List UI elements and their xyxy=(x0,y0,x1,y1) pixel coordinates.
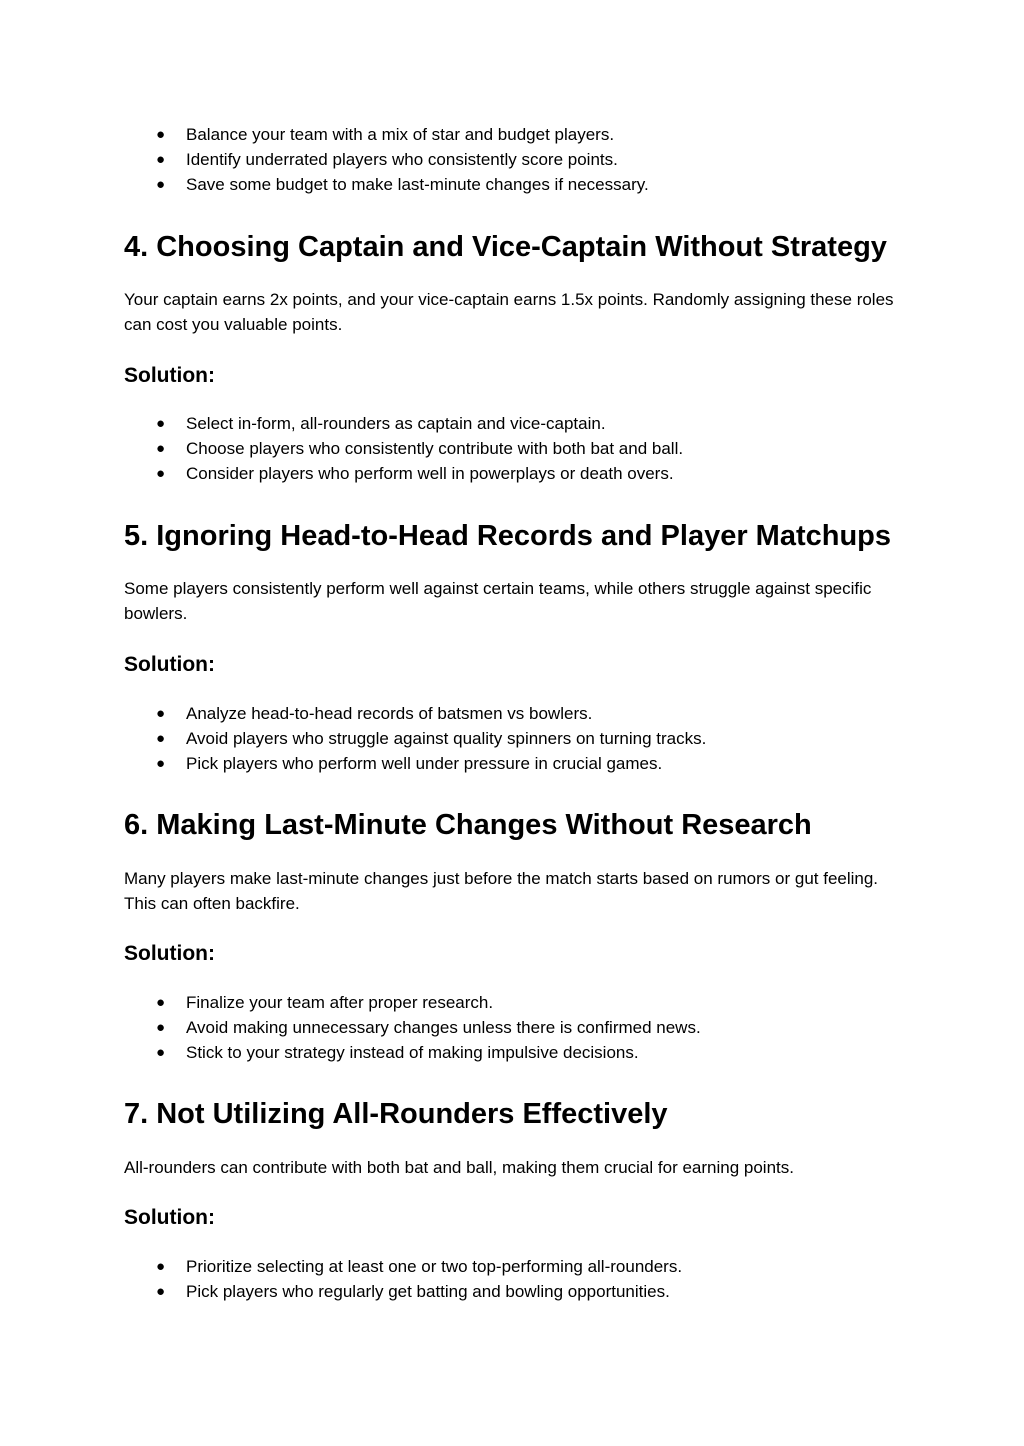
list-item: ● Pick players who regularly get batting and bowling opportunities. xyxy=(124,1279,682,1304)
solution-heading: Solution: xyxy=(124,653,215,676)
list-item: ● Avoid making unnecessary changes unless there is confirmed news. xyxy=(124,1015,701,1040)
list-item: ● Prioritize selecting at least one or two top-performing all-rounders. xyxy=(124,1254,682,1279)
list-item: ● Consider players who perform well in powerplays or death overs. xyxy=(124,461,683,486)
bullet-icon: ● xyxy=(156,994,166,1011)
list-item: ● Finalize your team after proper research. xyxy=(124,990,701,1015)
bullet-icon: ● xyxy=(156,415,166,432)
intro-bullet-list xyxy=(124,122,649,197)
bullet-icon: ● xyxy=(156,1019,166,1036)
section-paragraph: Some players consistently perform well against certain teams, while others struggle against specific bowlers. xyxy=(124,579,872,623)
list-item: ● Pick players who perform well under pressure in crucial games. xyxy=(124,751,706,776)
solution-bullet-list xyxy=(124,411,683,486)
list-item: ● Stick to your strategy instead of making impulsive decisions. xyxy=(124,1040,701,1065)
section-heading: 4. Choosing Captain and Vice-Captain Without Strategy xyxy=(124,231,887,263)
list-item: ● Balance your team with a mix of star and budget players. xyxy=(124,122,649,147)
list-item: ● Analyze head-to-head records of batsmen vs bowlers. xyxy=(124,701,706,726)
bullet-icon: ● xyxy=(156,126,166,143)
bullet-icon: ● xyxy=(156,730,166,747)
bullet-icon: ● xyxy=(156,176,166,193)
section-heading: 5. Ignoring Head-to-Head Records and Player Matchups xyxy=(124,520,892,552)
list-item: ● Choose players who consistently contribute with both bat and ball. xyxy=(124,436,683,461)
solution-bullet-list xyxy=(124,990,701,1065)
section-paragraph: All-rounders can contribute with both bat and ball, making them crucial for earning points. xyxy=(124,1158,794,1177)
bullet-icon: ● xyxy=(156,465,166,482)
section-heading: 7. Not Utilizing All-Rounders Effectively xyxy=(124,1098,668,1130)
section-paragraph: Your captain earns 2x points, and your vice-captain earns 1.5x points. Randomly assigning these roles can cost you valuable points. xyxy=(124,290,894,334)
bullet-icon: ● xyxy=(156,1044,166,1061)
section-heading: 6. Making Last-Minute Changes Without Research xyxy=(124,809,812,841)
bullet-icon: ● xyxy=(156,705,166,722)
list-item: ● Select in-form, all-rounders as captain and vice-captain. xyxy=(124,411,683,436)
solution-heading: Solution: xyxy=(124,1206,215,1229)
list-item: ● Save some budget to make last-minute changes if necessary. xyxy=(124,172,649,197)
section-paragraph: Many players make last-minute changes just before the match starts based on rumors or gut feeling. This can often backfire. xyxy=(124,869,879,913)
bullet-icon: ● xyxy=(156,151,166,168)
solution-bullet-list xyxy=(124,701,706,776)
solution-heading: Solution: xyxy=(124,364,215,387)
list-item: ● Avoid players who struggle against quality spinners on turning tracks. xyxy=(124,726,706,751)
bullet-icon: ● xyxy=(156,1258,166,1275)
bullet-icon: ● xyxy=(156,440,166,457)
bullet-icon: ● xyxy=(156,1283,166,1300)
solution-heading: Solution: xyxy=(124,942,215,965)
solution-bullet-list xyxy=(124,1254,682,1304)
bullet-icon: ● xyxy=(156,755,166,772)
list-item: ● Identify underrated players who consistently score points. xyxy=(124,147,649,172)
